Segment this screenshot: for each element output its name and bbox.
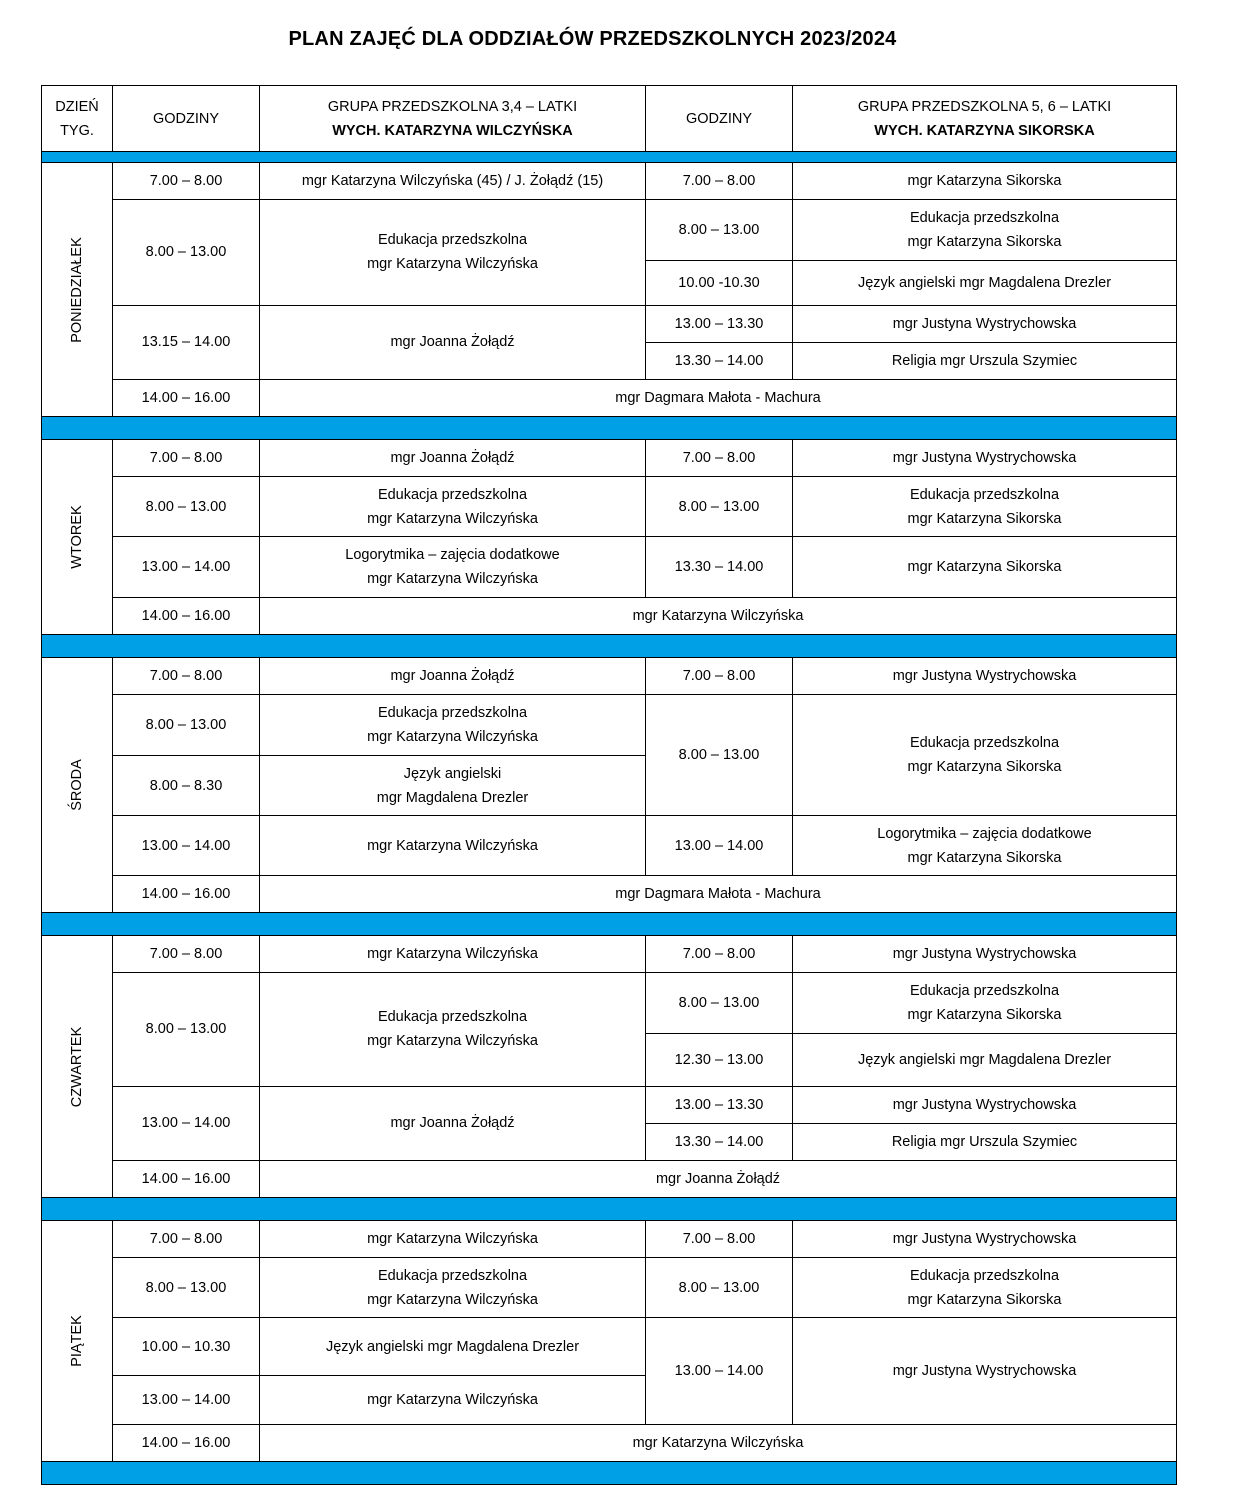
schedule-row bbox=[42, 380, 1177, 417]
activity-group1-cell bbox=[260, 1258, 646, 1318]
activity-group2-cell bbox=[793, 1124, 1177, 1161]
hours-group2-cell: 7.00 – 8.00 bbox=[646, 936, 793, 973]
hours-group2-cell: 7.00 – 8.00 bbox=[646, 163, 793, 200]
day-label: WTOREK bbox=[69, 505, 85, 569]
header-group1 bbox=[260, 86, 646, 152]
hours-group2-cell: 13.30 – 14.00 bbox=[646, 343, 793, 380]
activity-group2-cell bbox=[793, 1318, 1177, 1425]
hours-group2-cell: 8.00 – 13.00 bbox=[646, 695, 793, 816]
activity-both-groups-cell: mgr Dagmara Małota - Machura bbox=[260, 876, 1177, 913]
activity-group2-line: Logorytmika – zajęcia dodatkowe bbox=[877, 825, 1092, 842]
activity-group1-line: mgr Joanna Żołądź bbox=[390, 334, 515, 351]
schedule-row bbox=[42, 695, 1177, 756]
header-hours-group1: GODZINY bbox=[113, 86, 260, 152]
activity-group2-line: mgr Katarzyna Sikorska bbox=[907, 1291, 1062, 1308]
schedule-row bbox=[42, 1318, 1177, 1376]
activity-group2-cell bbox=[793, 200, 1177, 261]
hours-group2-cell: 8.00 – 13.00 bbox=[646, 200, 793, 261]
activity-group2-line: mgr Katarzyna Sikorska bbox=[907, 173, 1062, 189]
activity-group1-line: mgr Joanna Żołądź bbox=[390, 1115, 515, 1132]
separator-row bbox=[42, 152, 1177, 163]
activity-group2-line: Edukacja przedszkolna bbox=[909, 735, 1060, 751]
hours-group1-cell: 13.00 – 14.00 bbox=[113, 537, 260, 597]
activity-group1-line: mgr Katarzyna Wilczyńska bbox=[367, 729, 538, 745]
separator-row bbox=[42, 1462, 1177, 1485]
schedule-table bbox=[41, 85, 1177, 1485]
activity-group1-line: mgr Magdalena Drezler bbox=[376, 789, 529, 806]
day-label: PIĄTEK bbox=[69, 1315, 85, 1367]
activity-group1-line: mgr Joanna Żołądź bbox=[390, 450, 515, 467]
activity-both-groups-cell: mgr Katarzyna Wilczyńska bbox=[260, 597, 1177, 634]
hours-group1-cell: 14.00 – 16.00 bbox=[113, 597, 260, 634]
hours-group2-cell: 8.00 – 13.00 bbox=[646, 973, 793, 1034]
activity-group2-cell bbox=[793, 1258, 1177, 1318]
activity-group2-line: Edukacja przedszkolna bbox=[909, 1267, 1060, 1284]
separator-row bbox=[42, 417, 1177, 440]
schedule-row bbox=[42, 1086, 1177, 1124]
activity-group1-line: Edukacja przedszkolna bbox=[377, 232, 528, 249]
header-day bbox=[42, 86, 113, 152]
schedule-row bbox=[42, 1258, 1177, 1318]
day-label: ŚRODA bbox=[69, 759, 85, 811]
activity-group2-line: mgr Justyna Wystrychowska bbox=[892, 1231, 1077, 1247]
activity-group2-cell bbox=[793, 440, 1177, 477]
hours-group2-cell: 7.00 – 8.00 bbox=[646, 1221, 793, 1258]
activity-group2-cell bbox=[793, 260, 1177, 305]
hours-group1-cell: 8.00 – 13.00 bbox=[113, 973, 260, 1087]
activity-group1-cell bbox=[260, 1221, 646, 1258]
activity-group1-line: mgr Katarzyna Wilczyńska bbox=[367, 946, 538, 962]
header-group2-title: GRUPA PRZEDSZKOLNA 5, 6 – LATKI bbox=[857, 98, 1112, 115]
activity-group2-line: Religia mgr Urszula Szymiec bbox=[891, 353, 1078, 369]
separator-bar bbox=[42, 152, 1177, 163]
header-day-line2: TYG. bbox=[60, 122, 94, 139]
activity-group1-line: Edukacja przedszkolna bbox=[377, 1009, 528, 1026]
separator-bar bbox=[42, 635, 1177, 658]
activity-group2-line: Edukacja przedszkolna bbox=[909, 982, 1060, 999]
day-cell bbox=[42, 658, 113, 913]
schedule-row bbox=[42, 973, 1177, 1034]
hours-group1-cell: 7.00 – 8.00 bbox=[113, 440, 260, 477]
header-row bbox=[42, 86, 1177, 152]
hours-group2-cell: 13.00 – 14.00 bbox=[646, 816, 793, 876]
schedule-row bbox=[42, 200, 1177, 261]
hours-group1-cell: 13.15 – 14.00 bbox=[113, 305, 260, 380]
activity-group2-line: mgr Justyna Wystrychowska bbox=[892, 946, 1077, 962]
schedule-row bbox=[42, 1425, 1177, 1462]
activity-group1-line: mgr Joanna Żołądź bbox=[390, 668, 515, 684]
hours-group1-cell: 7.00 – 8.00 bbox=[113, 936, 260, 973]
activity-group1-cell bbox=[260, 537, 646, 597]
hours-group2-cell: 8.00 – 13.00 bbox=[646, 1258, 793, 1318]
schedule-row bbox=[42, 1161, 1177, 1198]
activity-group1-cell bbox=[260, 936, 646, 973]
hours-group1-cell: 8.00 – 13.00 bbox=[113, 477, 260, 537]
activity-group2-cell bbox=[793, 305, 1177, 343]
activity-group2-line: mgr Katarzyna Sikorska bbox=[907, 233, 1062, 250]
hours-group1-cell: 14.00 – 16.00 bbox=[113, 1161, 260, 1198]
schedule-row bbox=[42, 936, 1177, 973]
activity-group1-line: Język angielski mgr Magdalena Drezler bbox=[325, 1338, 580, 1355]
activity-both-groups-cell: mgr Katarzyna Wilczyńska bbox=[260, 1425, 1177, 1462]
activity-group2-cell bbox=[793, 936, 1177, 973]
page-title: PLAN ZAJĘĆ DLA ODDZIAŁÓW PRZEDSZKOLNYCH 2023/2024 bbox=[288, 28, 897, 50]
schedule-row bbox=[42, 305, 1177, 343]
hours-group1-cell: 13.00 – 14.00 bbox=[113, 1376, 260, 1425]
schedule-row bbox=[42, 1221, 1177, 1258]
hours-group1-cell: 14.00 – 16.00 bbox=[113, 876, 260, 913]
hours-group1-cell: 14.00 – 16.00 bbox=[113, 1425, 260, 1462]
activity-group2-line: mgr Katarzyna Sikorska bbox=[907, 1006, 1062, 1023]
activity-group2-line: Edukacja przedszkolna bbox=[909, 209, 1060, 226]
activity-group1-cell bbox=[260, 440, 646, 477]
activity-group2-cell bbox=[793, 537, 1177, 597]
activity-group1-line: Edukacja przedszkolna bbox=[377, 1267, 528, 1284]
day-cell bbox=[42, 440, 113, 635]
activity-group2-cell bbox=[793, 1086, 1177, 1124]
activity-group1-line: Logorytmika – zajęcia dodatkowe bbox=[345, 547, 560, 564]
hours-group1-cell: 10.00 – 10.30 bbox=[113, 1318, 260, 1376]
header-day-line1: DZIEŃ bbox=[55, 98, 99, 115]
schedule-row bbox=[42, 658, 1177, 695]
hours-group2-cell: 12.30 – 13.00 bbox=[646, 1033, 793, 1086]
activity-group2-line: mgr Justyna Wystrychowska bbox=[892, 450, 1077, 467]
activity-group1-line: mgr Katarzyna Wilczyńska bbox=[367, 510, 538, 527]
separator-bar bbox=[42, 1462, 1177, 1485]
hours-group1-cell: 7.00 – 8.00 bbox=[113, 163, 260, 200]
hours-group2-cell: 7.00 – 8.00 bbox=[646, 658, 793, 695]
activity-group2-line: Język angielski mgr Magdalena Drezler bbox=[857, 274, 1112, 291]
activity-group2-cell bbox=[793, 477, 1177, 537]
activity-group2-cell bbox=[793, 658, 1177, 695]
hours-group2-cell: 8.00 – 13.00 bbox=[646, 477, 793, 537]
hours-group2-cell: 13.30 – 14.00 bbox=[646, 1124, 793, 1161]
activity-group1-cell bbox=[260, 1086, 646, 1161]
schedule-row bbox=[42, 537, 1177, 597]
header-group1-teacher: WYCH. KATARZYNA WILCZYŃSKA bbox=[332, 122, 573, 139]
activity-group1-line: Edukacja przedszkolna bbox=[377, 705, 528, 721]
activity-group2-cell bbox=[793, 816, 1177, 876]
day-cell bbox=[42, 1221, 113, 1462]
activity-group1-line: mgr Katarzyna Wilczyńska bbox=[367, 1231, 538, 1247]
activity-group1-line: mgr Katarzyna Wilczyńska bbox=[367, 1033, 538, 1050]
activity-group2-line: Edukacja przedszkolna bbox=[909, 486, 1060, 503]
activity-group2-line: mgr Justyna Wystrychowska bbox=[892, 668, 1077, 684]
activity-group1-cell bbox=[260, 163, 646, 200]
hours-group1-cell: 8.00 – 8.30 bbox=[113, 756, 260, 816]
activity-group1-line: mgr Katarzyna Wilczyńska bbox=[367, 571, 538, 588]
activity-group2-cell bbox=[793, 1221, 1177, 1258]
schedule-row bbox=[42, 440, 1177, 477]
activity-group1-line: Język angielski bbox=[403, 765, 502, 782]
hours-group1-cell: 13.00 – 14.00 bbox=[113, 1086, 260, 1161]
activity-group1-line: Edukacja przedszkolna bbox=[377, 486, 528, 503]
activity-group2-line: mgr Justyna Wystrychowska bbox=[892, 1363, 1077, 1379]
schedule-row bbox=[42, 876, 1177, 913]
separator-bar bbox=[42, 1198, 1177, 1221]
hours-group1-cell: 8.00 – 13.00 bbox=[113, 1258, 260, 1318]
activity-both-groups-cell: mgr Dagmara Małota - Machura bbox=[260, 380, 1177, 417]
activity-group1-cell bbox=[260, 658, 646, 695]
hours-group2-cell: 13.00 – 14.00 bbox=[646, 1318, 793, 1425]
hours-group1-cell: 8.00 – 13.00 bbox=[113, 200, 260, 306]
hours-group1-cell: 14.00 – 16.00 bbox=[113, 380, 260, 417]
activity-group1-line: mgr Katarzyna Wilczyńska (45) / J. Żołądź (15) bbox=[301, 173, 604, 189]
header-hours-group2: GODZINY bbox=[646, 86, 793, 152]
activity-group1-cell bbox=[260, 477, 646, 537]
activity-group2-line: Język angielski mgr Magdalena Drezler bbox=[857, 1051, 1112, 1068]
activity-group2-line: mgr Katarzyna Sikorska bbox=[907, 759, 1062, 775]
activity-group2-cell bbox=[793, 695, 1177, 816]
hours-group2-cell: 10.00 -10.30 bbox=[646, 260, 793, 305]
day-cell bbox=[42, 163, 113, 417]
activity-group2-cell bbox=[793, 1033, 1177, 1086]
day-cell bbox=[42, 936, 113, 1198]
activity-group2-line: mgr Katarzyna Sikorska bbox=[907, 510, 1062, 527]
separator-bar bbox=[42, 417, 1177, 440]
hours-group2-cell: 13.00 – 13.30 bbox=[646, 1086, 793, 1124]
schedule-row bbox=[42, 477, 1177, 537]
separator-row bbox=[42, 913, 1177, 936]
activity-group1-line: mgr Katarzyna Wilczyńska bbox=[367, 256, 538, 273]
activity-group1-cell bbox=[260, 816, 646, 876]
activity-group1-line: mgr Katarzyna Wilczyńska bbox=[367, 1392, 538, 1408]
header-group1-title: GRUPA PRZEDSZKOLNA 3,4 – LATKI bbox=[327, 98, 578, 115]
activity-group2-cell bbox=[793, 163, 1177, 200]
activity-group2-line: mgr Katarzyna Sikorska bbox=[907, 849, 1062, 866]
activity-group1-cell bbox=[260, 1376, 646, 1425]
activity-group2-cell bbox=[793, 973, 1177, 1034]
hours-group1-cell: 13.00 – 14.00 bbox=[113, 816, 260, 876]
schedule-row bbox=[42, 163, 1177, 200]
activity-group1-cell bbox=[260, 200, 646, 306]
activity-group1-cell bbox=[260, 973, 646, 1087]
activity-group1-line: mgr Katarzyna Wilczyńska bbox=[367, 837, 538, 854]
activity-group1-cell bbox=[260, 1318, 646, 1376]
activity-group2-cell bbox=[793, 343, 1177, 380]
header-group2 bbox=[793, 86, 1177, 152]
activity-group1-cell bbox=[260, 756, 646, 816]
activity-group2-line: mgr Katarzyna Sikorska bbox=[907, 559, 1062, 576]
schedule-row bbox=[42, 597, 1177, 634]
activity-group1-cell bbox=[260, 695, 646, 756]
hours-group1-cell: 7.00 – 8.00 bbox=[113, 1221, 260, 1258]
day-label: PONIEDZIAŁEK bbox=[69, 236, 85, 343]
activity-group2-line: mgr Justyna Wystrychowska bbox=[892, 1096, 1077, 1113]
hours-group2-cell: 7.00 – 8.00 bbox=[646, 440, 793, 477]
activity-group1-line: mgr Katarzyna Wilczyńska bbox=[367, 1291, 538, 1308]
hours-group1-cell: 7.00 – 8.00 bbox=[113, 658, 260, 695]
separator-row bbox=[42, 635, 1177, 658]
header-group2-teacher: WYCH. KATARZYNA SIKORSKA bbox=[874, 122, 1095, 139]
schedule-row bbox=[42, 816, 1177, 876]
activity-group2-line: Religia mgr Urszula Szymiec bbox=[891, 1134, 1078, 1150]
day-label: CZWARTEK bbox=[69, 1026, 85, 1107]
activity-group1-cell bbox=[260, 305, 646, 380]
hours-group2-cell: 13.30 – 14.00 bbox=[646, 537, 793, 597]
activity-both-groups-cell: mgr Joanna Żołądź bbox=[260, 1161, 1177, 1198]
hours-group2-cell: 13.00 – 13.30 bbox=[646, 305, 793, 343]
separator-row bbox=[42, 1198, 1177, 1221]
hours-group1-cell: 8.00 – 13.00 bbox=[113, 695, 260, 756]
activity-group2-line: mgr Justyna Wystrychowska bbox=[892, 315, 1077, 332]
separator-bar bbox=[42, 913, 1177, 936]
